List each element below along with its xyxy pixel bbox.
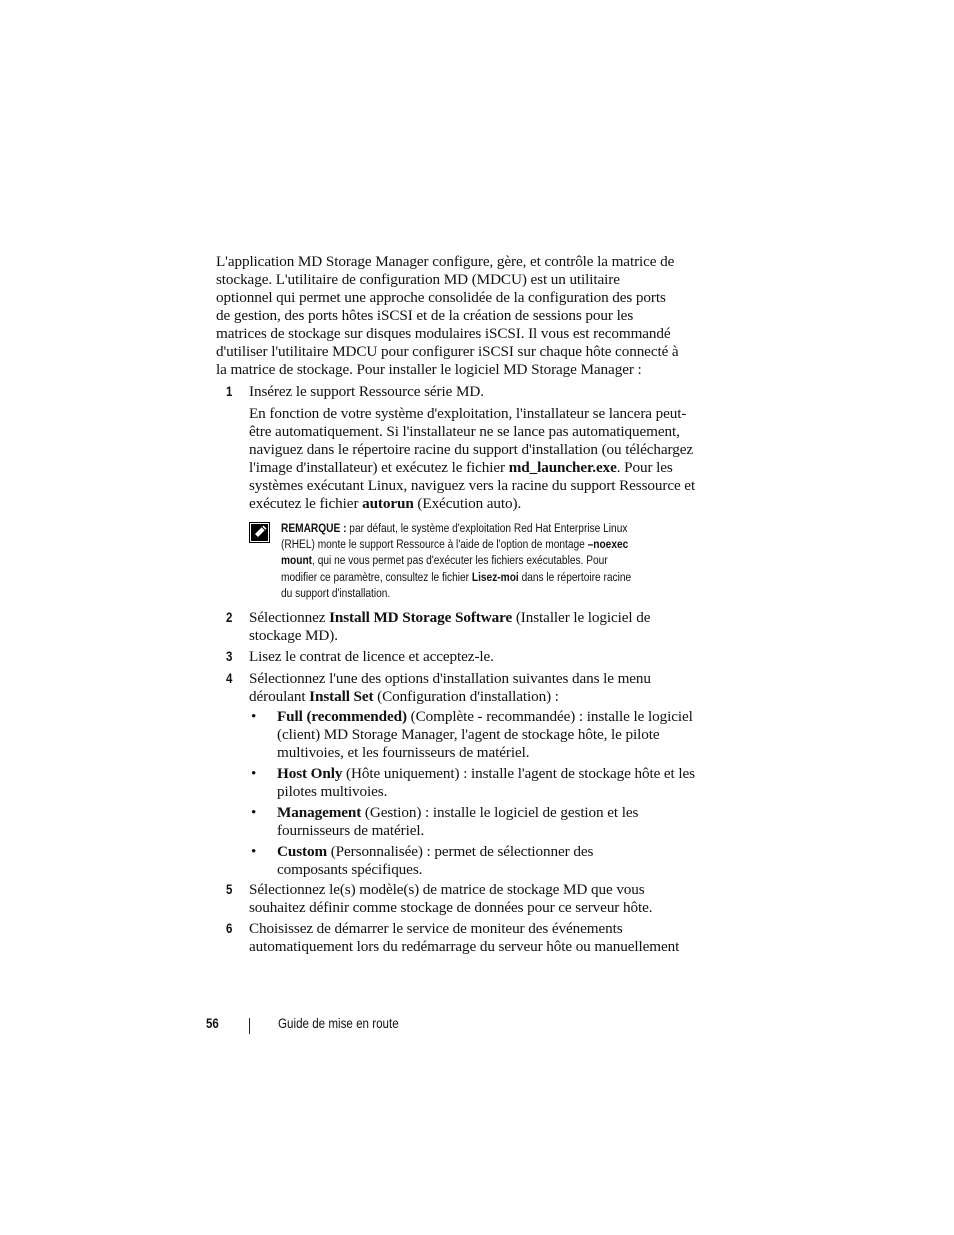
intro-line: de gestion, des ports hôtes iSCSI et de la création de sessions pour les	[216, 307, 634, 324]
bullet-line: (Personnalisée) : permet de sélectionner des	[327, 843, 594, 860]
intro-line: matrices de stockage sur disques modulaires iSCSI. Il vous est recommandé	[216, 325, 671, 342]
intro-line: d'utiliser l'utilitaire MDCU pour configurer iSCSI sur chaque hôte connecté à	[216, 343, 679, 360]
step-line: (Configuration d'installation) :	[373, 688, 559, 705]
bullet-line: (Complète - recommandée) : installe le logiciel	[406, 708, 693, 725]
page-footer	[0, 1014, 954, 1038]
note-line: (RHEL) monte le support Ressource à l'aide de l'option de montage	[281, 537, 588, 552]
note-text	[281, 520, 730, 601]
note-line: , qui ne vous permet pas d'exécuter les fichiers exécutables. Pour	[312, 553, 608, 568]
step-number: 1	[226, 384, 233, 399]
bullet-line: composants spécifiques.	[277, 861, 423, 878]
noexec-option: –noexec	[587, 537, 629, 552]
detail-line: systèmes exécutant Linux, naviguez vers la racine du support Ressource et	[249, 477, 696, 494]
step-line: Sélectionnez l'une des options d'installation suivantes dans le menu	[249, 670, 651, 687]
footer-separator	[249, 1018, 250, 1034]
step-line: Sélectionnez le(s) modèle(s) de matrice de stockage MD que vous	[249, 881, 645, 898]
bullet-symbol: •	[251, 708, 257, 725]
option-term: Management	[277, 804, 362, 821]
step-line: automatiquement lors du redémarrage du serveur hôte ou manuellement	[249, 938, 680, 955]
bullet-symbol: •	[251, 804, 257, 821]
step-number: 6	[226, 921, 233, 936]
bullet-text	[277, 804, 719, 840]
step-line: stockage MD).	[249, 627, 338, 644]
intro-line: optionnel qui permet une approche consolidée de la configuration des ports	[216, 289, 666, 306]
step-1-detail	[249, 405, 719, 513]
step-line: souhaitez définir comme stockage de données pour ce serveur hôte.	[249, 899, 653, 916]
bullet-text	[277, 765, 719, 801]
install-md-storage-software: Install MD Storage Software	[329, 609, 513, 626]
bullet-symbol: •	[251, 765, 257, 782]
bullet-line: fournisseurs de matériel.	[277, 822, 425, 839]
note-pencil-icon	[249, 522, 270, 543]
mount-option: mount	[281, 553, 313, 568]
intro-line: la matrice de stockage. Pour installer le logiciel MD Storage Manager :	[216, 361, 642, 378]
detail-line: naviguez dans le répertoire racine du support d'installation (ou téléchargez	[249, 441, 693, 458]
bullet-line: pilotes multivoies.	[277, 783, 388, 800]
install-set-menu: Install Set	[309, 688, 374, 705]
detail-line: En fonction de votre système d'exploitation, l'installateur se lancera peut-	[249, 405, 687, 422]
step-number: 3	[226, 649, 233, 664]
bullet-text	[277, 708, 719, 762]
step-text: Lisez le contrat de licence et acceptez-le.	[249, 648, 494, 665]
filename-autorun: autorun	[362, 495, 414, 512]
note-box	[249, 520, 729, 606]
bullet-line: (Gestion) : installe le logiciel de gestion et les	[361, 804, 639, 821]
bullet-line: multivoies, et les fournisseurs de matériel.	[277, 744, 530, 761]
step-number: 4	[226, 671, 233, 686]
step-text	[249, 609, 716, 645]
detail-line: . Pour les	[616, 459, 673, 476]
step-line: Choisissez de démarrer le service de moniteur des événements	[249, 920, 623, 937]
note-line: modifier ce paramètre, consultez le fichier	[281, 569, 472, 584]
intro-line: L'application MD Storage Manager configure, gère, et contrôle la matrice de	[216, 253, 675, 270]
bullet-symbol: •	[251, 843, 257, 860]
bullet-line: (Hôte uniquement) : installe l'agent de stockage hôte et les	[342, 765, 695, 782]
step-text: Insérez le support Ressource série MD.	[249, 383, 484, 400]
step-text	[249, 670, 716, 706]
detail-line: l'image d'installateur) et exécutez le fichier	[249, 459, 509, 476]
step-number: 5	[226, 882, 233, 897]
note-line: du support d'installation.	[281, 585, 391, 600]
option-term: Full (recommended)	[277, 708, 407, 725]
detail-line: exécutez le fichier	[249, 495, 363, 512]
step-number: 2	[226, 610, 233, 625]
bullet-text	[277, 843, 719, 879]
detail-line: (Exécution auto).	[413, 495, 522, 512]
step-line: déroulant	[249, 688, 310, 705]
filename-md-launcher: md_launcher.exe	[508, 459, 617, 476]
option-term: Custom	[277, 843, 328, 860]
note-line: par défaut, le système d'exploitation Red Hat Enterprise Linux	[346, 521, 628, 535]
bullet-line: (client) MD Storage Manager, l'agent de stockage hôte, le pilote	[277, 726, 660, 743]
intro-paragraph	[216, 253, 716, 379]
option-term: Host Only	[277, 765, 343, 782]
readme-file: Lisez-moi	[471, 569, 519, 584]
detail-line: être automatiquement. Si l'installateur ne se lance pas automatiquement,	[249, 423, 680, 440]
step-line: Sélectionnez	[249, 609, 330, 626]
footer-title: Guide de mise en route	[278, 1016, 399, 1031]
step-text	[249, 920, 716, 956]
intro-line: stockage. L'utilitaire de configuration MD (MDCU) est un utilitaire	[216, 271, 620, 288]
note-label: REMARQUE :	[281, 521, 347, 535]
page-number: 56	[206, 1016, 219, 1031]
note-line: dans le répertoire racine	[518, 569, 632, 584]
step-text	[249, 881, 716, 917]
step-line: (Installer le logiciel de	[512, 609, 651, 626]
